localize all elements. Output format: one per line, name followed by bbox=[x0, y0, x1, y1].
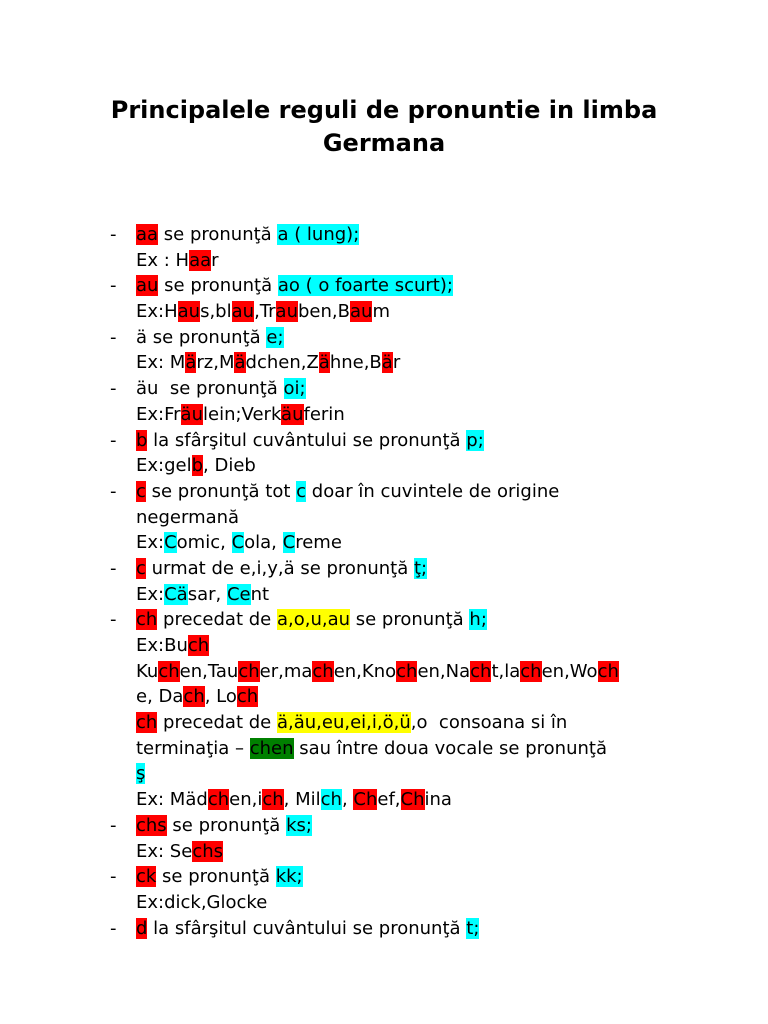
rule-text: se pronunţă bbox=[350, 609, 470, 631]
rule-text: se pronunţă bbox=[158, 224, 278, 245]
highlighted-text: au bbox=[136, 275, 159, 297]
highlighted-text: ch bbox=[320, 789, 342, 811]
bullet-dash: - bbox=[110, 378, 117, 400]
rule-line bbox=[0, 273, 768, 299]
rule-text: , bbox=[341, 789, 354, 811]
highlighted-text: ch bbox=[187, 635, 210, 656]
highlighted-text: ch bbox=[207, 789, 230, 811]
highlighted-text: e; bbox=[266, 326, 284, 348]
highlighted-text: Cä bbox=[164, 583, 188, 605]
rule-text: sau între doua vocale se pronunţă bbox=[293, 737, 607, 759]
rule-line bbox=[0, 376, 768, 402]
highlighted-text: ch bbox=[236, 686, 259, 708]
rule-text: se pronunţă bbox=[156, 866, 276, 888]
highlighted-text: d bbox=[136, 917, 148, 939]
rule-line bbox=[0, 556, 768, 582]
highlighted-text: a,o,u,au bbox=[276, 609, 351, 631]
rule-continuation-line bbox=[0, 350, 768, 376]
highlighted-text: t; bbox=[466, 917, 480, 939]
rule-text: se pronunţă bbox=[166, 814, 287, 836]
rule-text: m bbox=[372, 301, 390, 323]
highlighted-text: ch bbox=[183, 686, 205, 708]
highlighted-text: c bbox=[136, 480, 146, 502]
bullet-dash: - bbox=[110, 326, 117, 348]
rule-continuation-line bbox=[0, 582, 768, 608]
highlighted-text: ä,äu,eu,ei,i,ö,ü bbox=[276, 712, 411, 734]
highlighted-text: Ch bbox=[400, 789, 425, 811]
highlighted-text: kk; bbox=[275, 866, 303, 888]
highlighted-text: ä bbox=[318, 352, 330, 374]
rule-continuation-line bbox=[0, 787, 768, 813]
rule-text: ä se pronunţă bbox=[136, 326, 267, 348]
highlighted-text: chen bbox=[249, 737, 294, 759]
highlighted-text: aa bbox=[136, 224, 159, 245]
rule-text: Ex: Mäd bbox=[136, 789, 208, 811]
bullet-dash: - bbox=[110, 429, 117, 451]
highlighted-text: ä bbox=[185, 352, 197, 374]
highlighted-text: ks; bbox=[286, 814, 312, 836]
rule-continuation-line bbox=[0, 659, 768, 685]
rule-line bbox=[0, 607, 768, 633]
bullet-dash: - bbox=[110, 814, 117, 836]
highlighted-text: ch bbox=[262, 789, 284, 811]
highlighted-text: h; bbox=[469, 609, 487, 631]
rule-text: , Lo bbox=[204, 686, 237, 708]
highlighted-text: a ( lung); bbox=[277, 224, 360, 245]
highlighted-text: au bbox=[177, 301, 201, 323]
highlighted-text: chs bbox=[192, 840, 223, 862]
highlighted-text: ţ; bbox=[413, 557, 428, 579]
rule-text: sar, bbox=[187, 583, 227, 605]
rule-text: Ex:H bbox=[136, 301, 178, 323]
bullet-dash: - bbox=[110, 480, 117, 502]
highlighted-text: aa bbox=[189, 249, 212, 271]
rule-text: r bbox=[392, 352, 401, 374]
highlighted-text: ä bbox=[381, 352, 393, 374]
rule-text: nt bbox=[250, 583, 270, 605]
rule-text: la sfârşitul cuvântului se pronunţă bbox=[147, 429, 467, 451]
rule-text: r bbox=[211, 249, 219, 271]
pronunciation-rules-list bbox=[0, 222, 768, 941]
highlighted-text: ch bbox=[520, 660, 542, 682]
highlighted-text: ao ( o foarte scurt); bbox=[277, 275, 453, 297]
highlighted-text: ch bbox=[238, 660, 260, 682]
rule-text: s,bl bbox=[200, 301, 232, 323]
highlighted-text: ş bbox=[136, 763, 146, 785]
highlighted-text: Ch bbox=[353, 789, 378, 811]
rule-text: ola, bbox=[244, 532, 283, 554]
rule-text: Ex:gel bbox=[136, 455, 192, 477]
rule-text: ferin bbox=[303, 403, 345, 425]
title-line-2: Germana bbox=[322, 129, 446, 157]
highlighted-text: c bbox=[296, 480, 307, 502]
bullet-dash: - bbox=[110, 275, 117, 297]
rule-line bbox=[0, 428, 768, 454]
rule-text: ben,B bbox=[298, 301, 350, 323]
rule-text: precedat de bbox=[157, 712, 277, 734]
rule-continuation-line bbox=[0, 890, 768, 916]
highlighted-text: b bbox=[136, 429, 148, 451]
rule-continuation-line bbox=[0, 710, 768, 736]
rule-line bbox=[0, 325, 768, 351]
rule-text: ef, bbox=[377, 789, 401, 811]
rule-continuation-line bbox=[0, 736, 768, 762]
rule-text: dchen,Z bbox=[245, 352, 319, 374]
highlighted-text: äu bbox=[281, 403, 304, 425]
rule-text: äu se pronunţă bbox=[136, 378, 284, 400]
rule-text: e, Da bbox=[136, 686, 184, 708]
rule-text: se pronunţă bbox=[158, 275, 278, 297]
highlighted-text: ch bbox=[470, 660, 492, 682]
rule-text: terminaţia – bbox=[136, 737, 250, 759]
title-line-1: Principalele reguli de pronuntie in limba bbox=[110, 96, 658, 124]
rule-text: en,Kno bbox=[333, 660, 397, 682]
rule-text: Ex:Bu bbox=[136, 635, 188, 656]
highlighted-text: b bbox=[191, 455, 204, 477]
rule-text: en,Wo bbox=[541, 660, 598, 682]
highlighted-text: äu bbox=[180, 403, 203, 425]
rule-continuation-line bbox=[0, 839, 768, 865]
bullet-dash: - bbox=[110, 917, 117, 939]
rule-text: Ex: bbox=[136, 583, 165, 605]
rule-text: reme bbox=[295, 532, 342, 554]
rule-text: Ku bbox=[136, 660, 159, 682]
rule-text: ,o consoana si în bbox=[410, 712, 568, 734]
highlighted-text: ä bbox=[234, 352, 246, 374]
rule-text: rz,M bbox=[196, 352, 235, 374]
rule-text: en,Tau bbox=[179, 660, 239, 682]
rule-continuation-line bbox=[0, 402, 768, 428]
rule-text: negermană bbox=[136, 506, 240, 528]
rule-text: hne,B bbox=[329, 352, 382, 374]
rule-text: Ex: M bbox=[136, 352, 186, 374]
highlighted-text: au bbox=[231, 301, 255, 323]
rule-continuation-line bbox=[0, 248, 768, 274]
highlighted-text: chs bbox=[136, 814, 167, 836]
rule-text: se pronunţă tot bbox=[145, 480, 297, 502]
rule-text: Ex:dick,Glocke bbox=[136, 891, 268, 913]
highlighted-text: ch bbox=[136, 609, 158, 631]
rule-continuation-line bbox=[0, 505, 768, 531]
rule-continuation-line bbox=[0, 761, 768, 787]
rule-continuation-line bbox=[0, 299, 768, 325]
rule-text: urmat de e,i,y,ä se pronunţă bbox=[145, 557, 414, 579]
highlighted-text: ch bbox=[158, 660, 180, 682]
highlighted-text: c bbox=[136, 557, 146, 579]
bullet-dash: - bbox=[110, 609, 117, 631]
highlighted-text: ch bbox=[312, 660, 334, 682]
rule-text: precedat de bbox=[157, 609, 277, 631]
bullet-dash: - bbox=[110, 224, 117, 245]
highlighted-text: oi; bbox=[283, 378, 306, 400]
highlighted-text: au bbox=[349, 301, 373, 323]
highlighted-text: C bbox=[231, 532, 245, 554]
highlighted-text: ch bbox=[396, 660, 418, 682]
rule-text: en,Na bbox=[417, 660, 471, 682]
rule-text: , Mil bbox=[283, 789, 321, 811]
rule-continuation-line bbox=[0, 453, 768, 479]
rule-line bbox=[0, 916, 768, 942]
rule-text: omic, bbox=[176, 532, 232, 554]
bullet-dash: - bbox=[110, 557, 117, 579]
rule-text: Ex : H bbox=[136, 249, 190, 271]
rule-line bbox=[0, 813, 768, 839]
highlighted-text: au bbox=[275, 301, 298, 323]
page-title bbox=[60, 94, 708, 160]
rule-text: Ex: Se bbox=[136, 840, 193, 862]
rule-continuation-line bbox=[0, 633, 768, 659]
highlighted-text: p; bbox=[466, 429, 484, 451]
rule-line bbox=[0, 479, 768, 505]
rule-line bbox=[0, 864, 768, 890]
rule-text: en,i bbox=[229, 789, 263, 811]
rule-line bbox=[0, 222, 768, 248]
highlighted-text: C bbox=[282, 532, 296, 554]
highlighted-text: ch bbox=[597, 660, 619, 682]
rule-text: ,Tr bbox=[254, 301, 276, 323]
rule-text: Ex:Fr bbox=[136, 403, 181, 425]
bullet-dash: - bbox=[110, 866, 117, 888]
highlighted-text: C bbox=[164, 532, 177, 554]
highlighted-text: Ce bbox=[226, 583, 251, 605]
rule-text: , Dieb bbox=[203, 455, 256, 477]
highlighted-text: ch bbox=[136, 712, 158, 734]
rule-continuation-line bbox=[0, 530, 768, 556]
rule-text: la sfârşitul cuvântului se pronunţă bbox=[147, 917, 467, 939]
rule-text: lein;Verk bbox=[203, 403, 282, 425]
rule-text: doar în cuvintele de origine bbox=[306, 480, 560, 502]
rule-text: Ex: bbox=[136, 532, 165, 554]
rule-text: ina bbox=[424, 789, 452, 811]
rule-text: t,la bbox=[491, 660, 521, 682]
rule-text: er,ma bbox=[259, 660, 313, 682]
highlighted-text: ck bbox=[136, 866, 157, 888]
rule-continuation-line bbox=[0, 684, 768, 710]
